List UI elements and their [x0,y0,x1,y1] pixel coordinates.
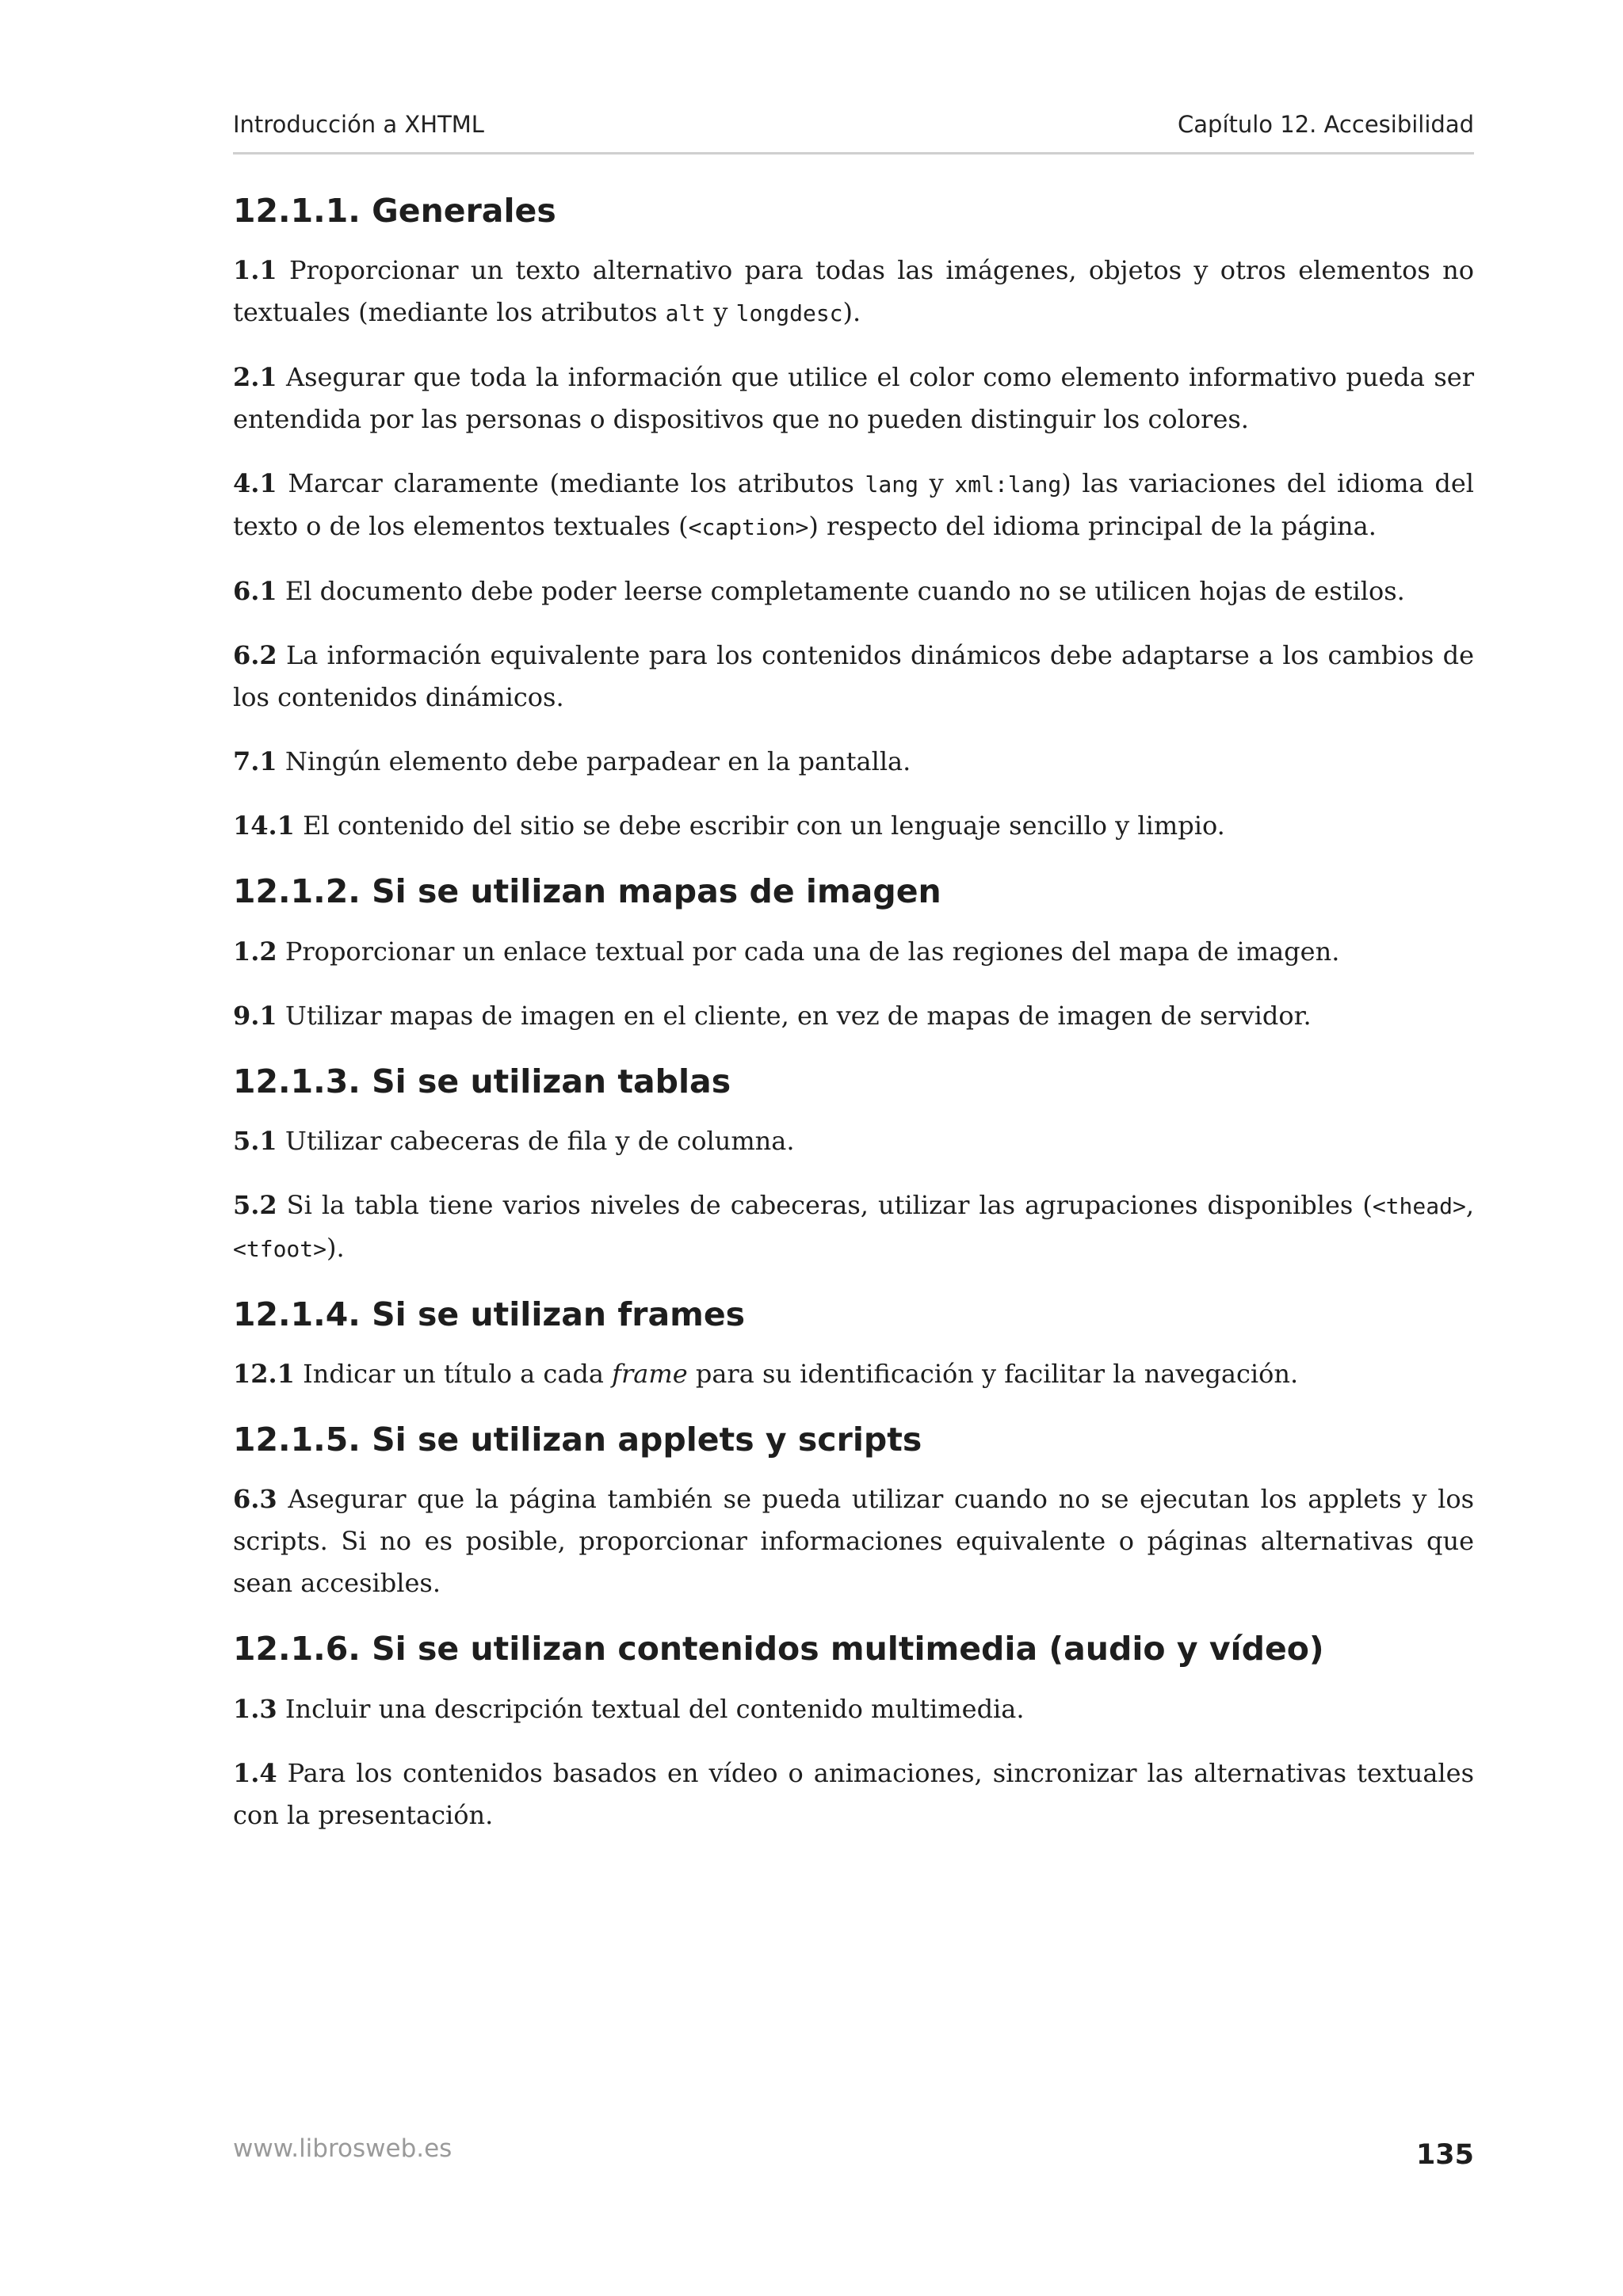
text-run: Proporcionar un texto alternativo para todas las imágenes, objetos y otros elementos no textuales (mediante los atributos [233,255,1474,328]
text-run: para su identificación y facilitar la navegación. [687,1359,1299,1390]
emphasis: frame [612,1359,688,1390]
text-run: Utilizar cabeceras de fila y de columna. [277,1125,795,1156]
text-run: Asegurar que la página también se pueda utilizar cuando no se ejecutan los applets y los scripts. Si no es posible, proporcionar informaciones equivalente o páginas alternativas que sean accesibles. [233,1484,1474,1599]
guideline-paragraph [233,635,1474,719]
footer-website-url: www.librosweb.es [233,2134,453,2163]
code-attr: longdesc [735,300,843,327]
guideline-number: 5.2 [233,1189,277,1220]
text-run: Incluir una descripción textual del contenido multimedia. [277,1693,1025,1724]
section-generales [233,190,1474,847]
guideline-number: 1.1 [233,255,277,286]
guideline-number: 14.1 [233,810,295,841]
section-heading: 12.1.6. Si se utilizan contenidos multimedia (audio y vídeo) [233,1630,1324,1669]
section-heading: 12.1.3. Si se utilizan tablas [233,1062,731,1100]
section-tablas [233,1061,1474,1270]
guideline-paragraph [233,1120,1474,1162]
code-tag: <thead> [1372,1192,1466,1219]
guideline-number: 6.3 [233,1484,277,1515]
text-run: ) respecto del idioma principal de la página. [808,511,1377,542]
guideline-number: 1.3 [233,1693,277,1724]
guideline-paragraph [233,1688,1474,1730]
text-run: Asegurar que toda la información que utilice el color como elemento informativo pueda ser entendida por las personas o dispositivos que no pueden distinguir los colores. [233,362,1474,435]
text-run: El documento debe poder leerse completamente cuando no se utilicen hojas de estilos. [277,576,1405,607]
page-content [233,190,1474,1836]
guideline-paragraph [233,1184,1474,1270]
text-run: ). [842,297,861,328]
code-tag: <caption> [688,514,809,541]
text-run: La información equivalente para los contenidos dinámicos debe adaptarse a los cambios de los contenidos dinámicos. [233,640,1474,713]
guideline-number: 6.1 [233,576,277,607]
code-tag: <tfoot> [233,1235,327,1262]
code-attr: xml:lang [954,471,1062,498]
header-book-title: Introducción a XHTML [233,111,484,138]
text-run: y [705,297,736,328]
section-heading: 12.1.5. Si se utilizan applets y scripts [233,1421,922,1459]
guideline-number: 2.1 [233,362,277,393]
guideline-paragraph [233,741,1474,783]
section-applets-scripts [233,1419,1474,1604]
guideline-paragraph [233,1753,1474,1836]
guideline-number: 12.1 [233,1359,295,1390]
code-attr: lang [865,471,918,498]
text-run: Proporcionar un enlace textual por cada una de las regiones del mapa de imagen. [277,936,1340,967]
guideline-number: 5.1 [233,1125,277,1156]
guideline-number: 7.1 [233,746,277,777]
section-mapas-imagen [233,871,1474,1036]
text-run: Indicar un título a cada [294,1359,613,1390]
section-frames [233,1294,1474,1395]
text-run: , [1465,1189,1474,1220]
section-heading: 12.1.1. Generales [233,192,556,230]
text-run: y [918,468,955,499]
running-header [233,111,1474,154]
section-heading: 12.1.4. Si se utilizan frames [233,1295,746,1333]
guideline-paragraph [233,463,1474,548]
guideline-number: 1.2 [233,936,277,967]
page-number: 135 [1415,2139,1474,2171]
text-run: ) las variaciones del idioma del texto o de los elementos textuales ( [233,468,1475,542]
guideline-paragraph [233,805,1474,847]
section-heading: 12.1.2. Si se utilizan mapas de imagen [233,872,941,911]
guideline-paragraph [233,1353,1474,1395]
section-multimedia [233,1628,1474,1836]
guideline-paragraph [233,250,1474,334]
guideline-paragraph [233,357,1474,441]
text-run: Para los contenidos basados en vídeo o animaciones, sincronizar las alternativas textuales con la presentación. [233,1757,1474,1830]
guideline-paragraph [233,995,1474,1037]
text-run: Utilizar mapas de imagen en el cliente, en vez de mapas de imagen de servidor. [277,1000,1312,1031]
text-run: Marcar claramente (mediante los atributos [277,468,865,499]
code-attr: alt [665,300,706,327]
header-chapter-title: Capítulo 12. Accesibilidad [1178,111,1474,138]
guideline-paragraph [233,931,1474,973]
guideline-paragraph [233,1478,1474,1604]
text-run: ). [327,1232,345,1263]
guideline-number: 6.2 [233,640,277,671]
guideline-number: 4.1 [233,468,277,499]
text-run: Ningún elemento debe parpadear en la pantalla. [277,746,911,777]
guideline-paragraph [233,570,1474,612]
guideline-number: 1.4 [233,1757,277,1788]
text-run: Si la tabla tiene varios niveles de cabeceras, utilizar las agrupaciones disponibles ( [277,1189,1373,1220]
guideline-number: 9.1 [233,1000,277,1031]
text-run: El contenido del sitio se debe escribir con un lenguaje sencillo y limpio. [294,810,1225,841]
